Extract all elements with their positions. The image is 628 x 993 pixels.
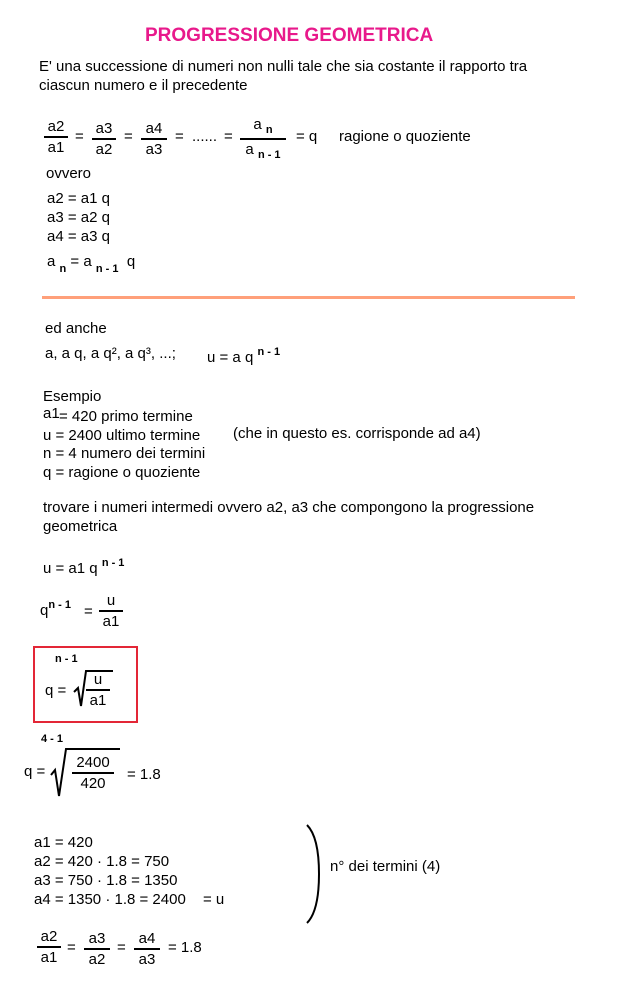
u-formula: u = a q $^{n - 1}$ [207,346,281,366]
calc-q: q = [24,763,46,780]
ovvero-line: a4 = a3 q [47,228,110,245]
equals-sign: = [117,939,126,956]
ed-anche-label: ed anche [45,320,107,337]
check-result: = 1.8 [168,939,202,956]
trovare-line-1: trovare i numeri intermedi ovvero a2, a3 che compongono la progressione [43,499,535,516]
ellipsis: ...... [192,128,218,145]
fraction-an-an-1: a $_n$ a $_{n - 1}$ [240,117,286,161]
equals-sign: = [124,128,133,145]
general-term-formula: a $_n$ = a $_{n - 1}$ q [47,253,136,275]
equals-sign: = [224,128,233,145]
equals-sign: = [75,128,84,145]
fraction-a4-a3: a4 a3 [141,121,167,157]
check-fraction-a2-a1: a2 a1 [37,929,61,965]
root-index: n - 1 [55,653,78,665]
equals-sign: = [67,939,76,956]
intro-line-2: ciascun numero e il precedente [39,77,248,94]
brace-label: n° dei termini (4) [330,858,441,875]
term-line: a1 = 420 [34,834,93,851]
calc-fraction: 2400 420 [72,755,114,791]
calc-root-index: 4 - 1 [41,733,64,745]
q-line: q = ragione o quoziente [43,464,201,481]
trovare-line-2: geometrica [43,518,118,535]
root-fraction-u-a1: u a1 [86,672,110,708]
esempio-label: Esempio [43,388,102,405]
right-brace [304,823,324,925]
ovvero-line: a2 = a1 q [47,190,110,207]
ovvero-label: ovvero [46,165,92,182]
section-divider [42,296,575,299]
page-title: PROGRESSIONE GEOMETRICA [145,25,434,46]
fraction-a2-a1: a2 a1 [44,119,68,155]
calc-result: = 1.8 [127,766,161,783]
root-q: q = [45,682,67,699]
u-note: (che in questo es. corrisponde ad a4) [233,425,481,442]
n-line: n = 4 numero dei termini [43,445,206,462]
a1-label: a1 [43,405,60,422]
q-power: $q^{n - 1}$ [40,599,71,619]
ratio-label: ragione o quoziente [339,128,471,145]
a1-text: = 420 primo termine [59,408,193,425]
term-line: a4 = 1350 · 1.8 = 2400 [34,891,186,908]
term-line: a2 = 420 · 1.8 = 750 [34,853,170,870]
fraction-a3-a2: a3 a2 [92,121,116,157]
equals-sign: = [84,603,93,620]
sequence: a, a q, a q², a q³, ...; [45,345,176,362]
check-fraction-a3-a2: a3 a2 [84,931,110,967]
u-suffix: = u [203,891,225,908]
ovvero-line: a3 = a2 q [47,209,110,226]
equals-q: = q [296,128,318,145]
u-equation: u = a1 q $^{n - 1}$ [43,557,125,577]
equals-sign: = [175,128,184,145]
fraction-u-a1: u a1 [99,593,123,629]
check-fraction-a4-a3: a4 a3 [134,931,160,967]
term-line: a3 = 750 · 1.8 = 1350 [34,872,178,889]
u-line: u = 2400 ultimo termine [43,427,201,444]
intro-line-1: E' una successione di numeri non nulli tale che sia costante il rapporto tra [39,58,528,75]
